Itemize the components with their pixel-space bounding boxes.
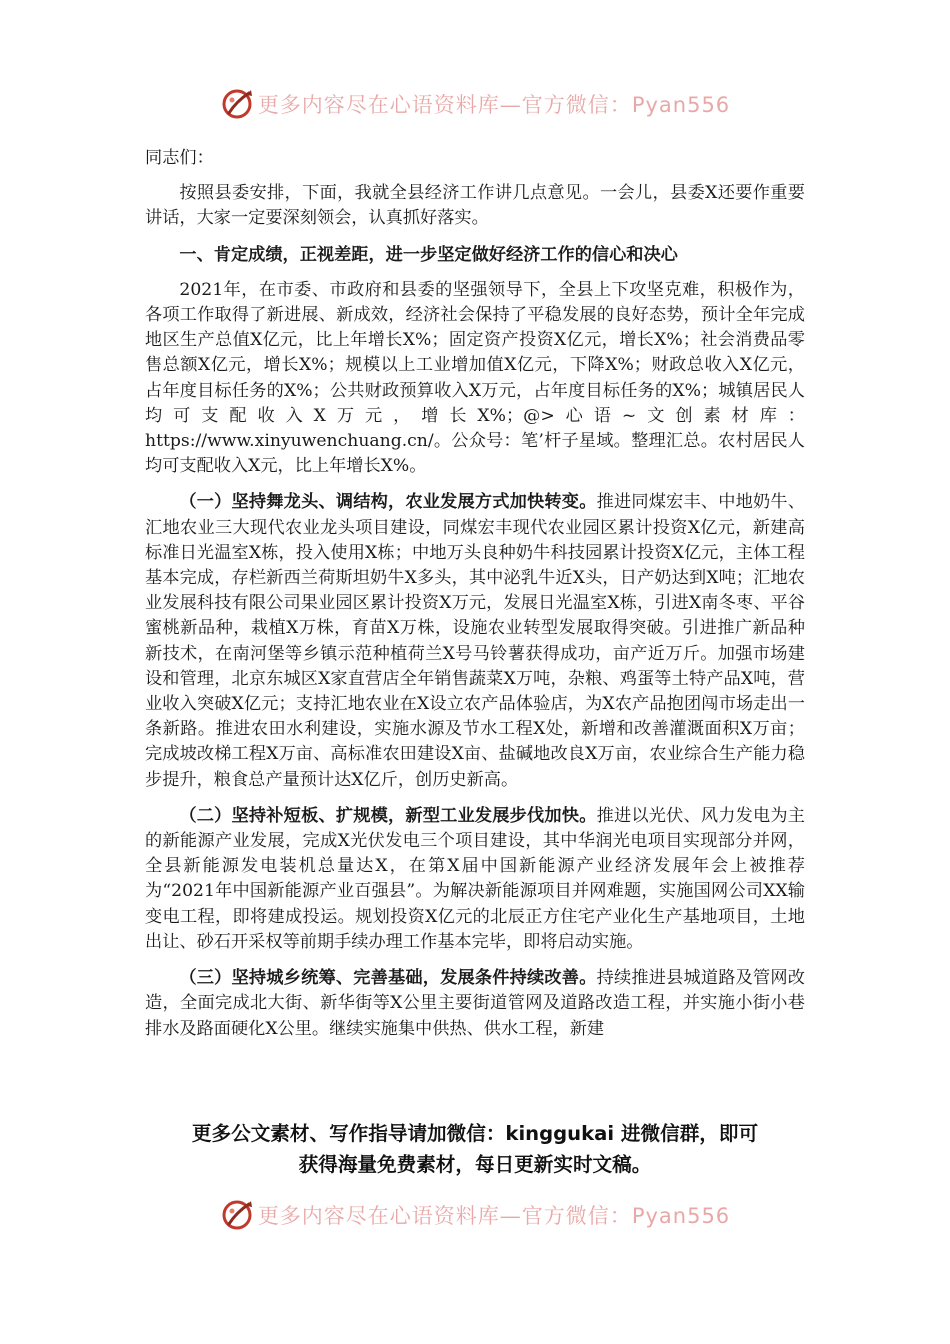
watermark-text: 更多内容尽在心语资料库—官方微信：Pyan556 <box>257 93 731 117</box>
brand-logo-icon <box>220 1198 254 1232</box>
greeting: 同志们： <box>145 148 214 168</box>
section-1-heading: 一、肯定成绩，正视差距，进一步坚定做好经济工作的信心和决心 <box>179 244 678 265</box>
subsection-1-heading: （一）坚持舞龙头、调结构，农业发展方式加快转变。 <box>179 492 597 513</box>
subsection-3-paragraph <box>145 966 805 1042</box>
subsection-2-body: 推进以光伏、风力发电为主的新能源产业发展，完成X光伏发电三个项目建设，其中华润光电项目实现部分并网，全县新能源发电装机总量达X，在第X届中国新能源产业经济发展年会上被推荐为“2021年中国新能源产业百强县”。为解决新能源项目并网难题，实施国网公司XX输变电工程，即将建成投运。规划投资X亿元的北辰正方住宅产业化生产基地项目，土地出让、砂石开采权等前期手续办理工作基本完毕，即将启动实施。 <box>145 805 805 952</box>
section-1-paragraph: 2021年，在市委、市政府和县委的坚强领导下，全县上下攻坚克难，积极作为，各项工作取得了新进展、新成效，经济社会保持了平稳发展的良好态势，预计全年完成地区生产总值X亿元，比上年增长X%；固定资产投资X亿元，增长X%；社会消费品零售总额X亿元，增长X%；规模以上工业增加值X亿元，下降X%；财政总收入X亿元，占年度目标任务的X%；公共财政预算收入X万元，占年度目标任务的X%；城镇居民人均可支配收入X万元，增长X%；@>心语~文创素材库：https://www.xinyuwenchuang.cn/。公众号：笔’杆子星域。整理汇总。农村居民人均可支配收入X元，比上年增长X%。 <box>145 279 805 477</box>
watermark-text: 更多内容尽在心语资料库—官方微信：Pyan556 <box>257 1204 731 1228</box>
intro-paragraph: 按照县委安排，下面，我就全县经济工作讲几点意见。一会儿，县委X还要作重要讲话，大家一定要深刻领会，认真抓好落实。 <box>145 183 805 229</box>
subsection-3-heading: （三）坚持城乡统筹、完善基础，发展条件持续改善。 <box>179 968 597 989</box>
promo-line-1: 更多公文素材、写作指导请加微信：kinggukai 进微信群，即可 <box>191 1122 759 1145</box>
brand-logo-icon <box>220 87 254 121</box>
promo-line-2: 获得海量免费素材，每日更新实时文稿。 <box>298 1153 652 1176</box>
promo-banner <box>120 1118 830 1180</box>
footer-watermark <box>0 1195 950 1235</box>
subsection-1-paragraph <box>145 490 805 792</box>
header-watermark <box>0 84 950 124</box>
document-body <box>145 146 805 1042</box>
subsection-2-heading: （二）坚持补短板、扩规模，新型工业发展步伐加快。 <box>179 805 597 826</box>
subsection-2-paragraph <box>145 804 805 955</box>
subsection-3-body: 持续推进县城道路及管网改造，全面完成北大街、新华街等X公里主要街道管网及道路改造工程，并实施小街小巷排水及路面硬化X公里。继续实施集中供热、供水工程，新建 <box>145 968 805 1039</box>
subsection-1-body: 推进同煤宏丰、中地奶牛、汇地农业三大现代农业龙头项目建设，同煤宏丰现代农业园区累计投资X亿元，新建高标准日光温室X栋，投入使用X栋；中地万头良种奶牛科技园累计投资X亿元，主体工程基本完成，存栏新西兰荷斯坦奶牛X多头，其中泌乳牛近X头，日产奶达到X吨；汇地农业发展科技有限公司果业园区累计投资X万元，发展日光温室X栋，引进X南冬枣、平谷蜜桃新品种，栽植X万株，育苗X万株，设施农业转型发展取得突破。引进推广新品种新技术，在南河堡等乡镇示范种植荷兰X号马铃薯获得成功，亩产近万斤。加强市场建设和管理，北京东城区X家直营店全年销售蔬菜X万吨，杂粮、鸡蛋等土特产品X吨，营业收入突破X亿元；支持汇地农业在X设立农产品体验店，为X农产品抱团闯市场走出一条新路。推进农田水利建设，实施水源及节水工程X处，新增和改善灌溉面积X万亩；完成坡改梯工程X万亩、高标准农田建设X亩、盐碱地改良X万亩，农业综合生产能力稳步提升，粮食总产量预计达X亿斤，创历史新高。 <box>145 492 805 790</box>
